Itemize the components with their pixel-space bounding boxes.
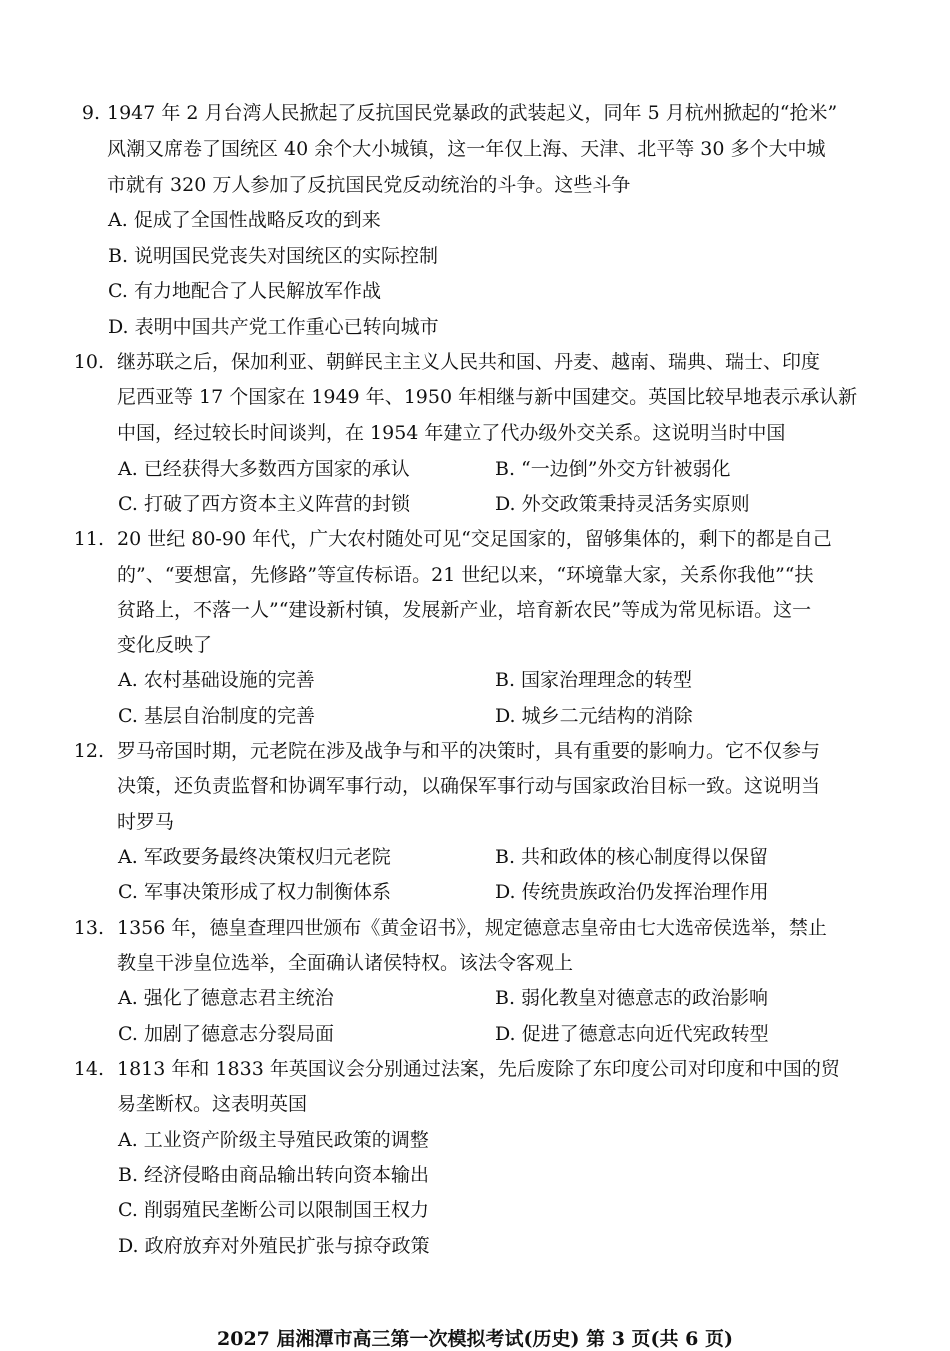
option-a[interactable]: A. 促成了全国性战略反攻的到来 bbox=[108, 209, 381, 231]
question-stem-line: 市就有 320 万人参加了反抗国民党反动统治的斗争。这些斗争 bbox=[107, 174, 631, 196]
option-b[interactable]: B. 经济侵略由商品输出转向资本输出 bbox=[118, 1164, 430, 1186]
option-d[interactable]: D. 表明中国共产党工作重心已转向城市 bbox=[108, 316, 439, 338]
question-stem-line: 罗马帝国时期，元老院在涉及战争与和平的决策时，具有重要的影响力。它不仅参与 bbox=[117, 740, 821, 762]
option-d[interactable]: D. 外交政策秉持灵活务实原则 bbox=[495, 493, 750, 515]
question-stem-line: 易垄断权。这表明英国 bbox=[117, 1093, 308, 1115]
question-number: 10. bbox=[73, 351, 104, 373]
question-number: 12. bbox=[73, 740, 104, 762]
question-stem-line: 1947 年 2 月台湾人民掀起了反抗国民党暴政的武装起义，同年 5 月杭州掀起的“抢米” bbox=[107, 102, 838, 124]
question-stem-line: 变化反映了 bbox=[117, 634, 213, 656]
question-number: 11. bbox=[73, 528, 104, 550]
option-a[interactable]: A. 强化了德意志君主统治 bbox=[118, 987, 334, 1009]
option-b[interactable]: B. 弱化教皇对德意志的政治影响 bbox=[495, 987, 769, 1009]
question-stem-line: 教皇干涉皇位选举，全面确认诸侯特权。该法令客观上 bbox=[117, 952, 574, 974]
question-number: 13. bbox=[73, 917, 104, 939]
option-b[interactable]: B. 说明国民党丧失对国统区的实际控制 bbox=[108, 245, 439, 267]
option-c[interactable]: C. 军事决策形成了权力制衡体系 bbox=[118, 881, 391, 903]
question-stem-line: 1356 年，德皇查理四世颁布《黄金诏书》，规定德意志皇帝由七大选帝侯选举，禁止 bbox=[117, 917, 827, 939]
page-footer: 2027 届湘潭市高三第一次模拟考试(历史) 第 3 页(共 6 页) bbox=[217, 1328, 733, 1350]
question-stem-line: 中国，经过较长时间谈判，在 1954 年建立了代办级外交关系。这说明当时中国 bbox=[117, 422, 786, 444]
question-stem-line: 20 世纪 80-90 年代，广大农村随处可见“交足国家的，留够集体的，剩下的都是自己 bbox=[117, 528, 832, 550]
question-stem-line: 决策，还负责监督和协调军事行动，以确保军事行动与国家政治目标一致。这说明当 bbox=[117, 775, 821, 797]
option-c[interactable]: C. 有力地配合了人民解放军作战 bbox=[108, 280, 381, 302]
option-d[interactable]: D. 促进了德意志向近代宪政转型 bbox=[495, 1023, 769, 1045]
option-a[interactable]: A. 已经获得大多数西方国家的承认 bbox=[118, 458, 410, 480]
option-d[interactable]: D. 城乡二元结构的消除 bbox=[495, 705, 693, 727]
option-b[interactable]: B. 国家治理理念的转型 bbox=[495, 669, 693, 691]
question-number: 9. bbox=[81, 102, 100, 124]
option-b[interactable]: B. 共和政体的核心制度得以保留 bbox=[495, 846, 769, 868]
question-stem-line: 尼西亚等 17 个国家在 1949 年、1950 年相继与新中国建交。英国比较早地表示承认新 bbox=[117, 386, 858, 408]
question-stem-line: 贫路上，不落一人”“建设新村镇，发展新产业，培育新农民”等成为常见标语。这一 bbox=[117, 599, 812, 621]
option-d[interactable]: D. 政府放弃对外殖民扩张与掠夺政策 bbox=[118, 1235, 430, 1257]
option-c[interactable]: C. 打破了西方资本主义阵营的封锁 bbox=[118, 493, 410, 515]
option-a[interactable]: A. 工业资产阶级主导殖民政策的调整 bbox=[118, 1129, 429, 1151]
question-stem-line: 继苏联之后，保加利亚、朝鲜民主主义人民共和国、丹麦、越南、瑞典、瑞士、印度 bbox=[117, 351, 821, 373]
question-stem-line: 风潮又席卷了国统区 40 余个大小城镇，这一年仅上海、天津、北平等 30 多个大中城 bbox=[107, 138, 826, 160]
question-number: 14. bbox=[73, 1058, 104, 1080]
option-c[interactable]: C. 基层自治制度的完善 bbox=[118, 705, 315, 727]
question-stem-line: 时罗马 bbox=[117, 811, 175, 833]
option-c[interactable]: C. 加剧了德意志分裂局面 bbox=[118, 1023, 334, 1045]
question-stem-line: 1813 年和 1833 年英国议会分别通过法案，先后废除了东印度公司对印度和中国的贸 bbox=[117, 1058, 840, 1080]
option-a[interactable]: A. 农村基础设施的完善 bbox=[118, 669, 315, 691]
question-stem-line: 的”、“要想富，先修路”等宣传标语。21 世纪以来，“环境靠大家，关系你我他”“扶 bbox=[117, 564, 814, 586]
option-a[interactable]: A. 军政要务最终决策权归元老院 bbox=[118, 846, 391, 868]
option-d[interactable]: D. 传统贵族政治仍发挥治理作用 bbox=[495, 881, 769, 903]
option-b[interactable]: B. “一边倒”外交方针被弱化 bbox=[495, 458, 731, 480]
option-c[interactable]: C. 削弱殖民垄断公司以限制国王权力 bbox=[118, 1199, 429, 1221]
